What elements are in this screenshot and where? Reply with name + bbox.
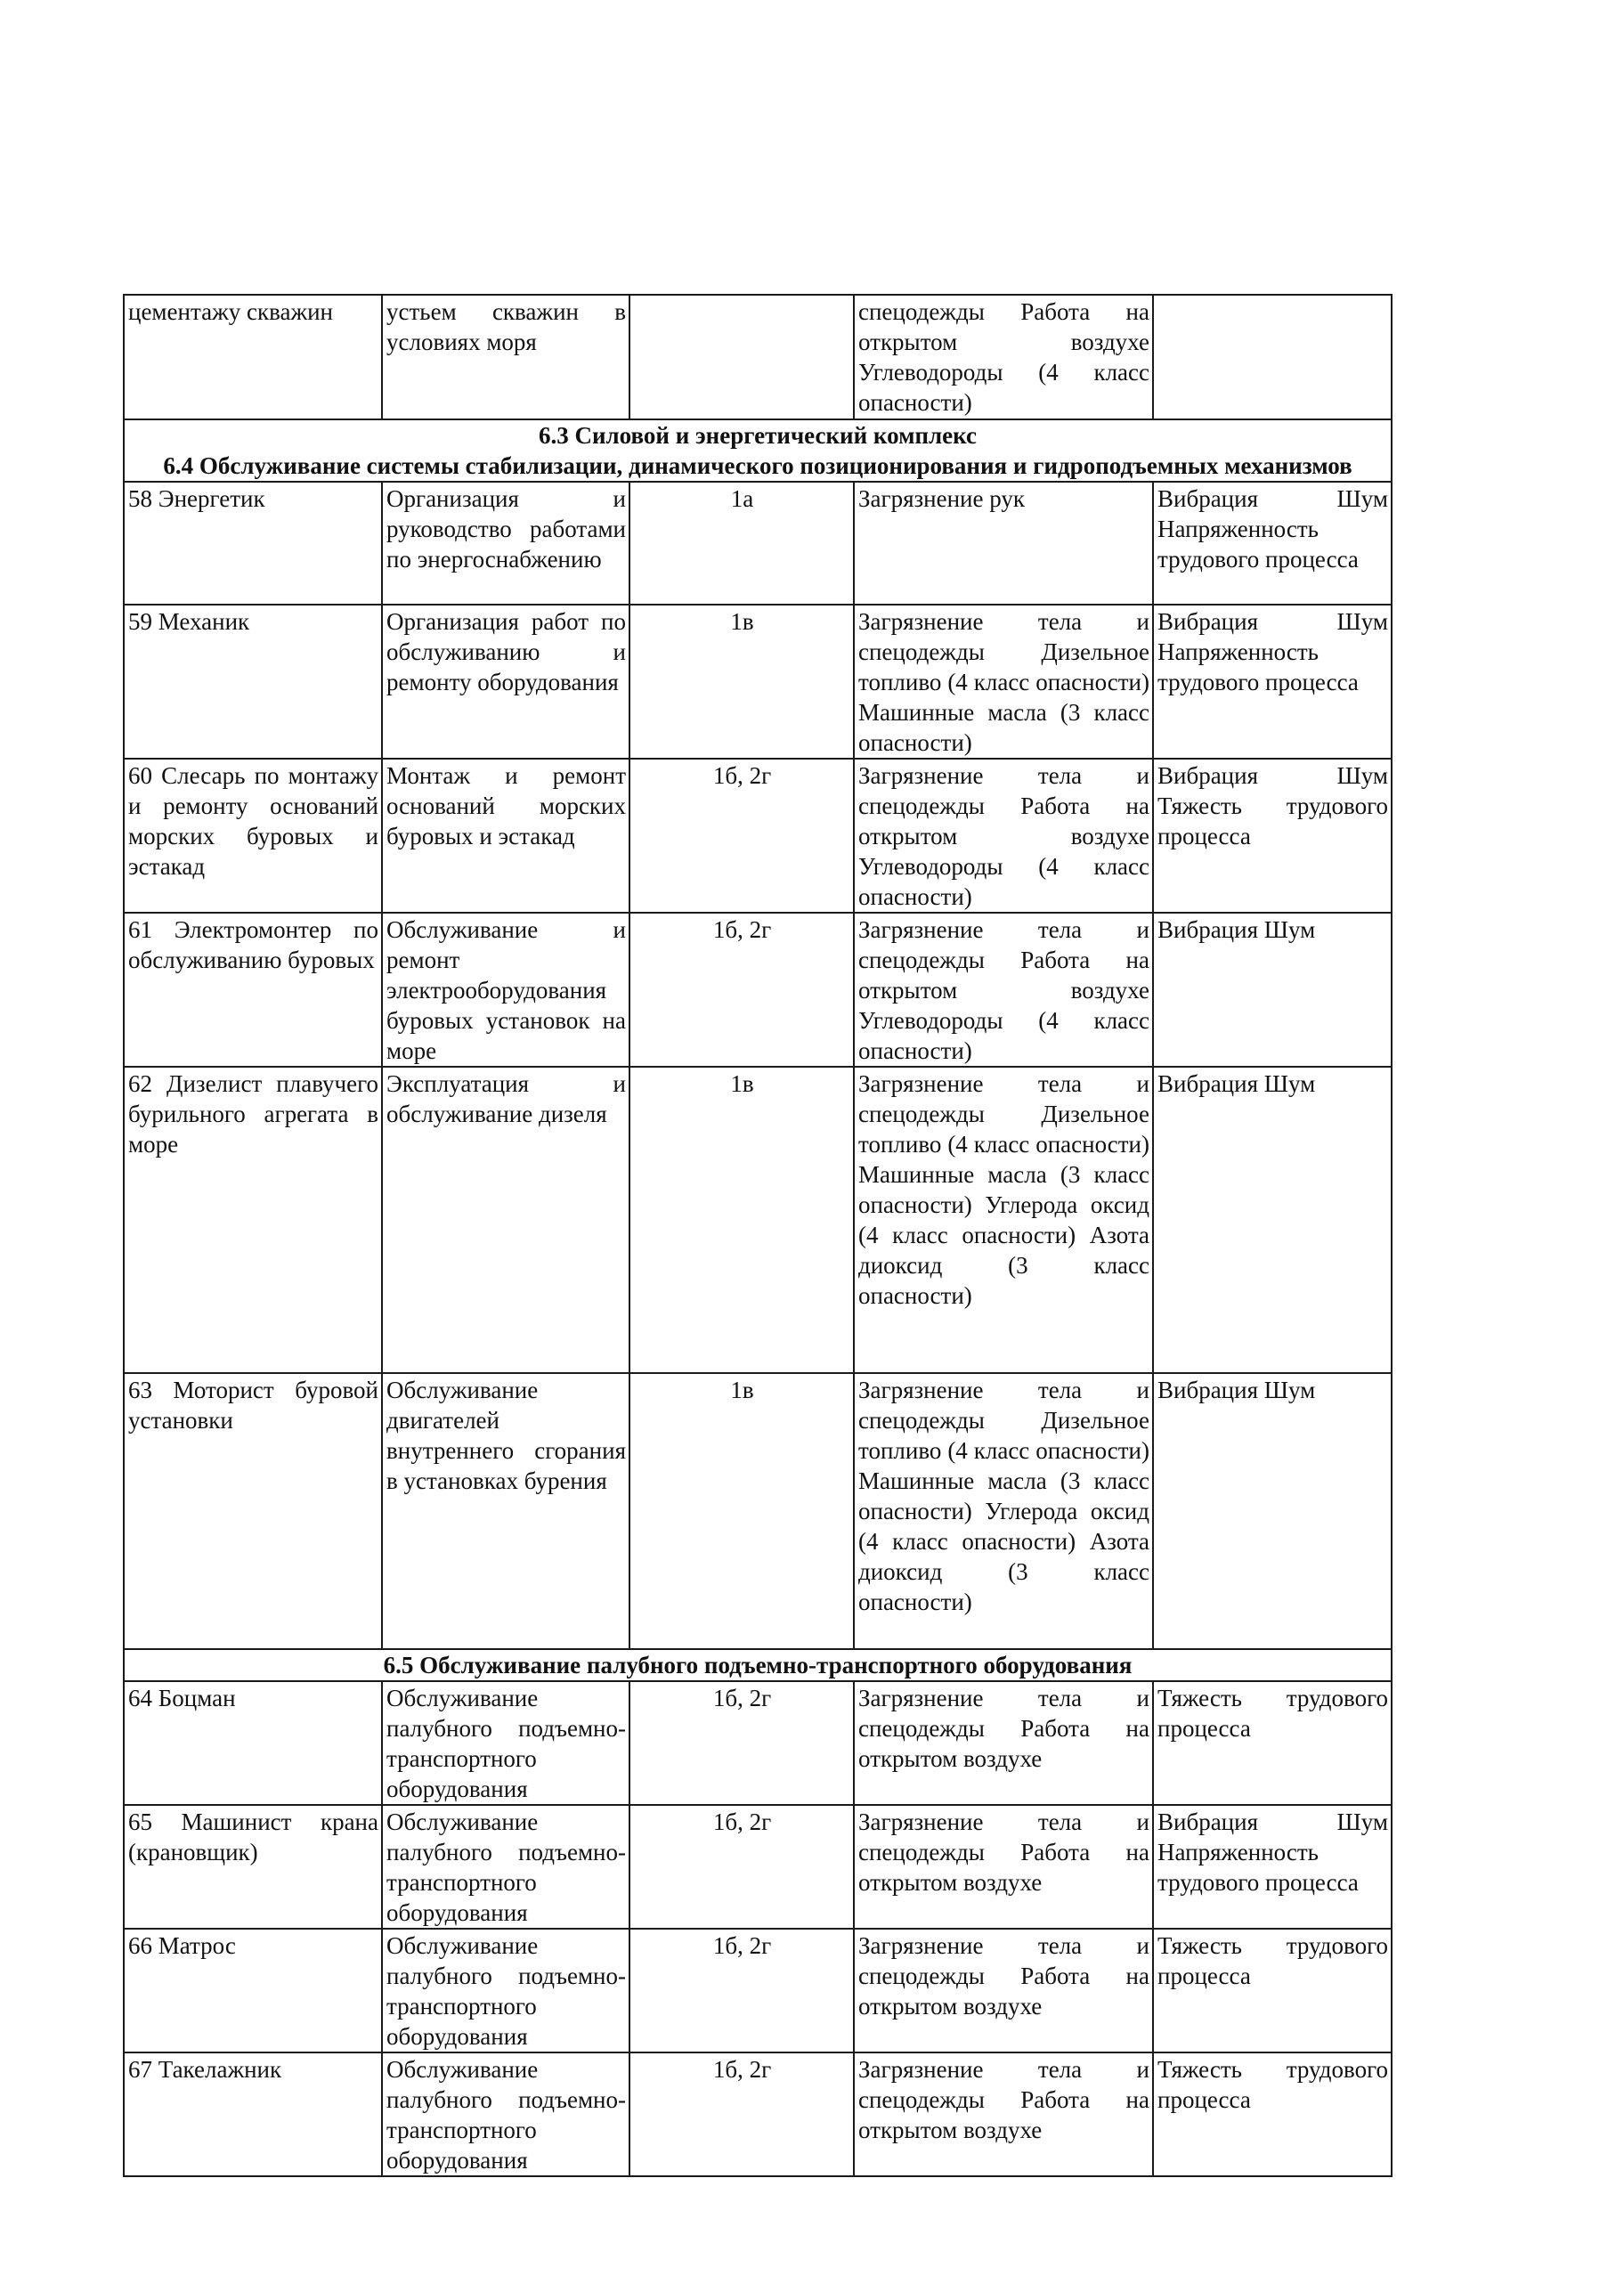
table-row (124, 2052, 1392, 2176)
cell-profession: 64 Боцман (124, 1681, 382, 1805)
cell-class: 1а (629, 482, 854, 605)
table-row (124, 1929, 1392, 2052)
cell-class: 1б, 2г (629, 913, 854, 1067)
cell-class: 1в (629, 1373, 854, 1649)
table-row (124, 759, 1392, 913)
cell-factors: Вибрация Шум Напряженность трудового процесса (1153, 1805, 1392, 1929)
cell-work: Организация и руководство работами по энергоснабжению (382, 482, 629, 605)
cell-pollution: Загрязнение тела и спецодежды Работа на открытом воздухе (854, 2052, 1153, 2176)
cell-factors: Тяжесть трудового процесса (1153, 1681, 1392, 1805)
section-row (124, 419, 1392, 482)
cell-pollution: Загрязнение тела и спецодежды Работа на открытом воздухе (854, 1805, 1153, 1929)
table-row (124, 1805, 1392, 1929)
table-row (124, 913, 1392, 1067)
cell-pollution: Загрязнение тела и спецодежды Работа на открытом воздухе (854, 1681, 1153, 1805)
cell-class: 1б, 2г (629, 759, 854, 913)
cell-class: 1в (629, 1067, 854, 1373)
cell-profession: 58 Энергетик (124, 482, 382, 605)
cell-profession: 65 Машинист крана (крановщик) (124, 1805, 382, 1929)
cell-profession: 61 Электромонтер по обслуживанию буровых (124, 913, 382, 1067)
cell-work: Обслуживание палубного подъемно-транспортного оборудования (382, 1929, 629, 2052)
cell-class (629, 295, 854, 419)
cell-work: Обслуживание и ремонт электрооборудования буровых установок на море (382, 913, 629, 1067)
table-row (124, 1067, 1392, 1373)
cell-profession: 66 Матрос (124, 1929, 382, 2052)
cell-work: Эксплуатация и обслуживание дизеля (382, 1067, 629, 1373)
cell-work: Обслуживание палубного подъемно-транспортного оборудования (382, 1681, 629, 1805)
section-title-6-5: 6.5 Обслуживание палубного подъемно-транспортного оборудования (124, 1649, 1392, 1681)
cell-factors: Вибрация Шум Напряженность трудового процесса (1153, 482, 1392, 605)
table-row (124, 482, 1392, 605)
cell-factors: Тяжесть трудового процесса (1153, 2052, 1392, 2176)
cell-work: устьем скважин в условиях моря (382, 295, 629, 419)
cell-work: Обслуживание палубного подъемно-транспортного оборудования (382, 2052, 629, 2176)
cell-profession: 67 Такелажник (124, 2052, 382, 2176)
cell-profession: 62 Дизелист плавучего бурильного агрегата в море (124, 1067, 382, 1373)
cell-class: 1б, 2г (629, 1681, 854, 1805)
cell-class: 1б, 2г (629, 1805, 854, 1929)
cell-work: Обслуживание палубного подъемно-транспортного оборудования (382, 1805, 629, 1929)
cell-pollution: Загрязнение рук (854, 482, 1153, 605)
cell-factors: Вибрация Шум (1153, 1373, 1392, 1649)
cell-pollution: Загрязнение тела и спецодежды Дизельное топливо (4 класс опасности) Машинные масла (3 класс опасности) Углерода оксид (4 класс опасности) Азота диоксид (3 класс опасности) (854, 1067, 1153, 1373)
cell-pollution: Загрязнение тела и спецодежды Дизельное топливо (4 класс опасности) Машинные масла (3 класс опасности) Углерода оксид (4 класс опасности) Азота диоксид (3 класс опасности) (854, 1373, 1153, 1649)
cell-pollution: спецодежды Работа на открытом воздухе Углеводороды (4 класс опасности) (854, 295, 1153, 419)
table-row (124, 1373, 1392, 1649)
section-header (124, 419, 1392, 482)
cell-work: Обслуживание двигателей внутреннего сгорания в установках бурения (382, 1373, 629, 1649)
table-row (124, 605, 1392, 759)
cell-factors (1153, 295, 1392, 419)
cell-class: 1б, 2г (629, 1929, 854, 2052)
cell-work: Организация работ по обслуживанию и ремонту оборудования (382, 605, 629, 759)
cell-factors: Вибрация Шум (1153, 1067, 1392, 1373)
cell-factors: Вибрация Шум (1153, 913, 1392, 1067)
section-row (124, 1649, 1392, 1681)
cell-profession: 63 Моторист буровой установки (124, 1373, 382, 1649)
cell-class: 1в (629, 605, 854, 759)
cell-pollution: Загрязнение тела и спецодежды Работа на открытом воздухе (854, 1929, 1153, 2052)
cell-work: Монтаж и ремонт оснований морских буровых и эстакад (382, 759, 629, 913)
professions-table (123, 294, 1393, 2177)
cell-profession: цементажу скважин (124, 295, 382, 419)
section-title-6-3: 6.3 Силовой и энергетический комплекс (538, 422, 978, 449)
cell-pollution: Загрязнение тела и спецодежды Дизельное топливо (4 класс опасности) Машинные масла (3 класс опасности) (854, 605, 1153, 759)
cell-factors: Тяжесть трудового процесса (1153, 1929, 1392, 2052)
table-row (124, 295, 1392, 419)
cell-profession: 59 Механик (124, 605, 382, 759)
cell-factors: Вибрация Шум Тяжесть трудового процесса (1153, 759, 1392, 913)
cell-factors: Вибрация Шум Напряженность трудового процесса (1153, 605, 1392, 759)
cell-class: 1б, 2г (629, 2052, 854, 2176)
section-title-6-4: 6.4 Обслуживание системы стабилизации, динамического позиционирования и гидроподъемных механизмов (163, 452, 1352, 479)
table-row (124, 1681, 1392, 1805)
cell-profession: 60 Слесарь по монтажу и ремонту оснований морских буровых и эстакад (124, 759, 382, 913)
cell-pollution: Загрязнение тела и спецодежды Работа на открытом воздухе Углеводороды (4 класс опасности) (854, 759, 1153, 913)
cell-pollution: Загрязнение тела и спецодежды Работа на открытом воздухе Углеводороды (4 класс опасности) (854, 913, 1153, 1067)
